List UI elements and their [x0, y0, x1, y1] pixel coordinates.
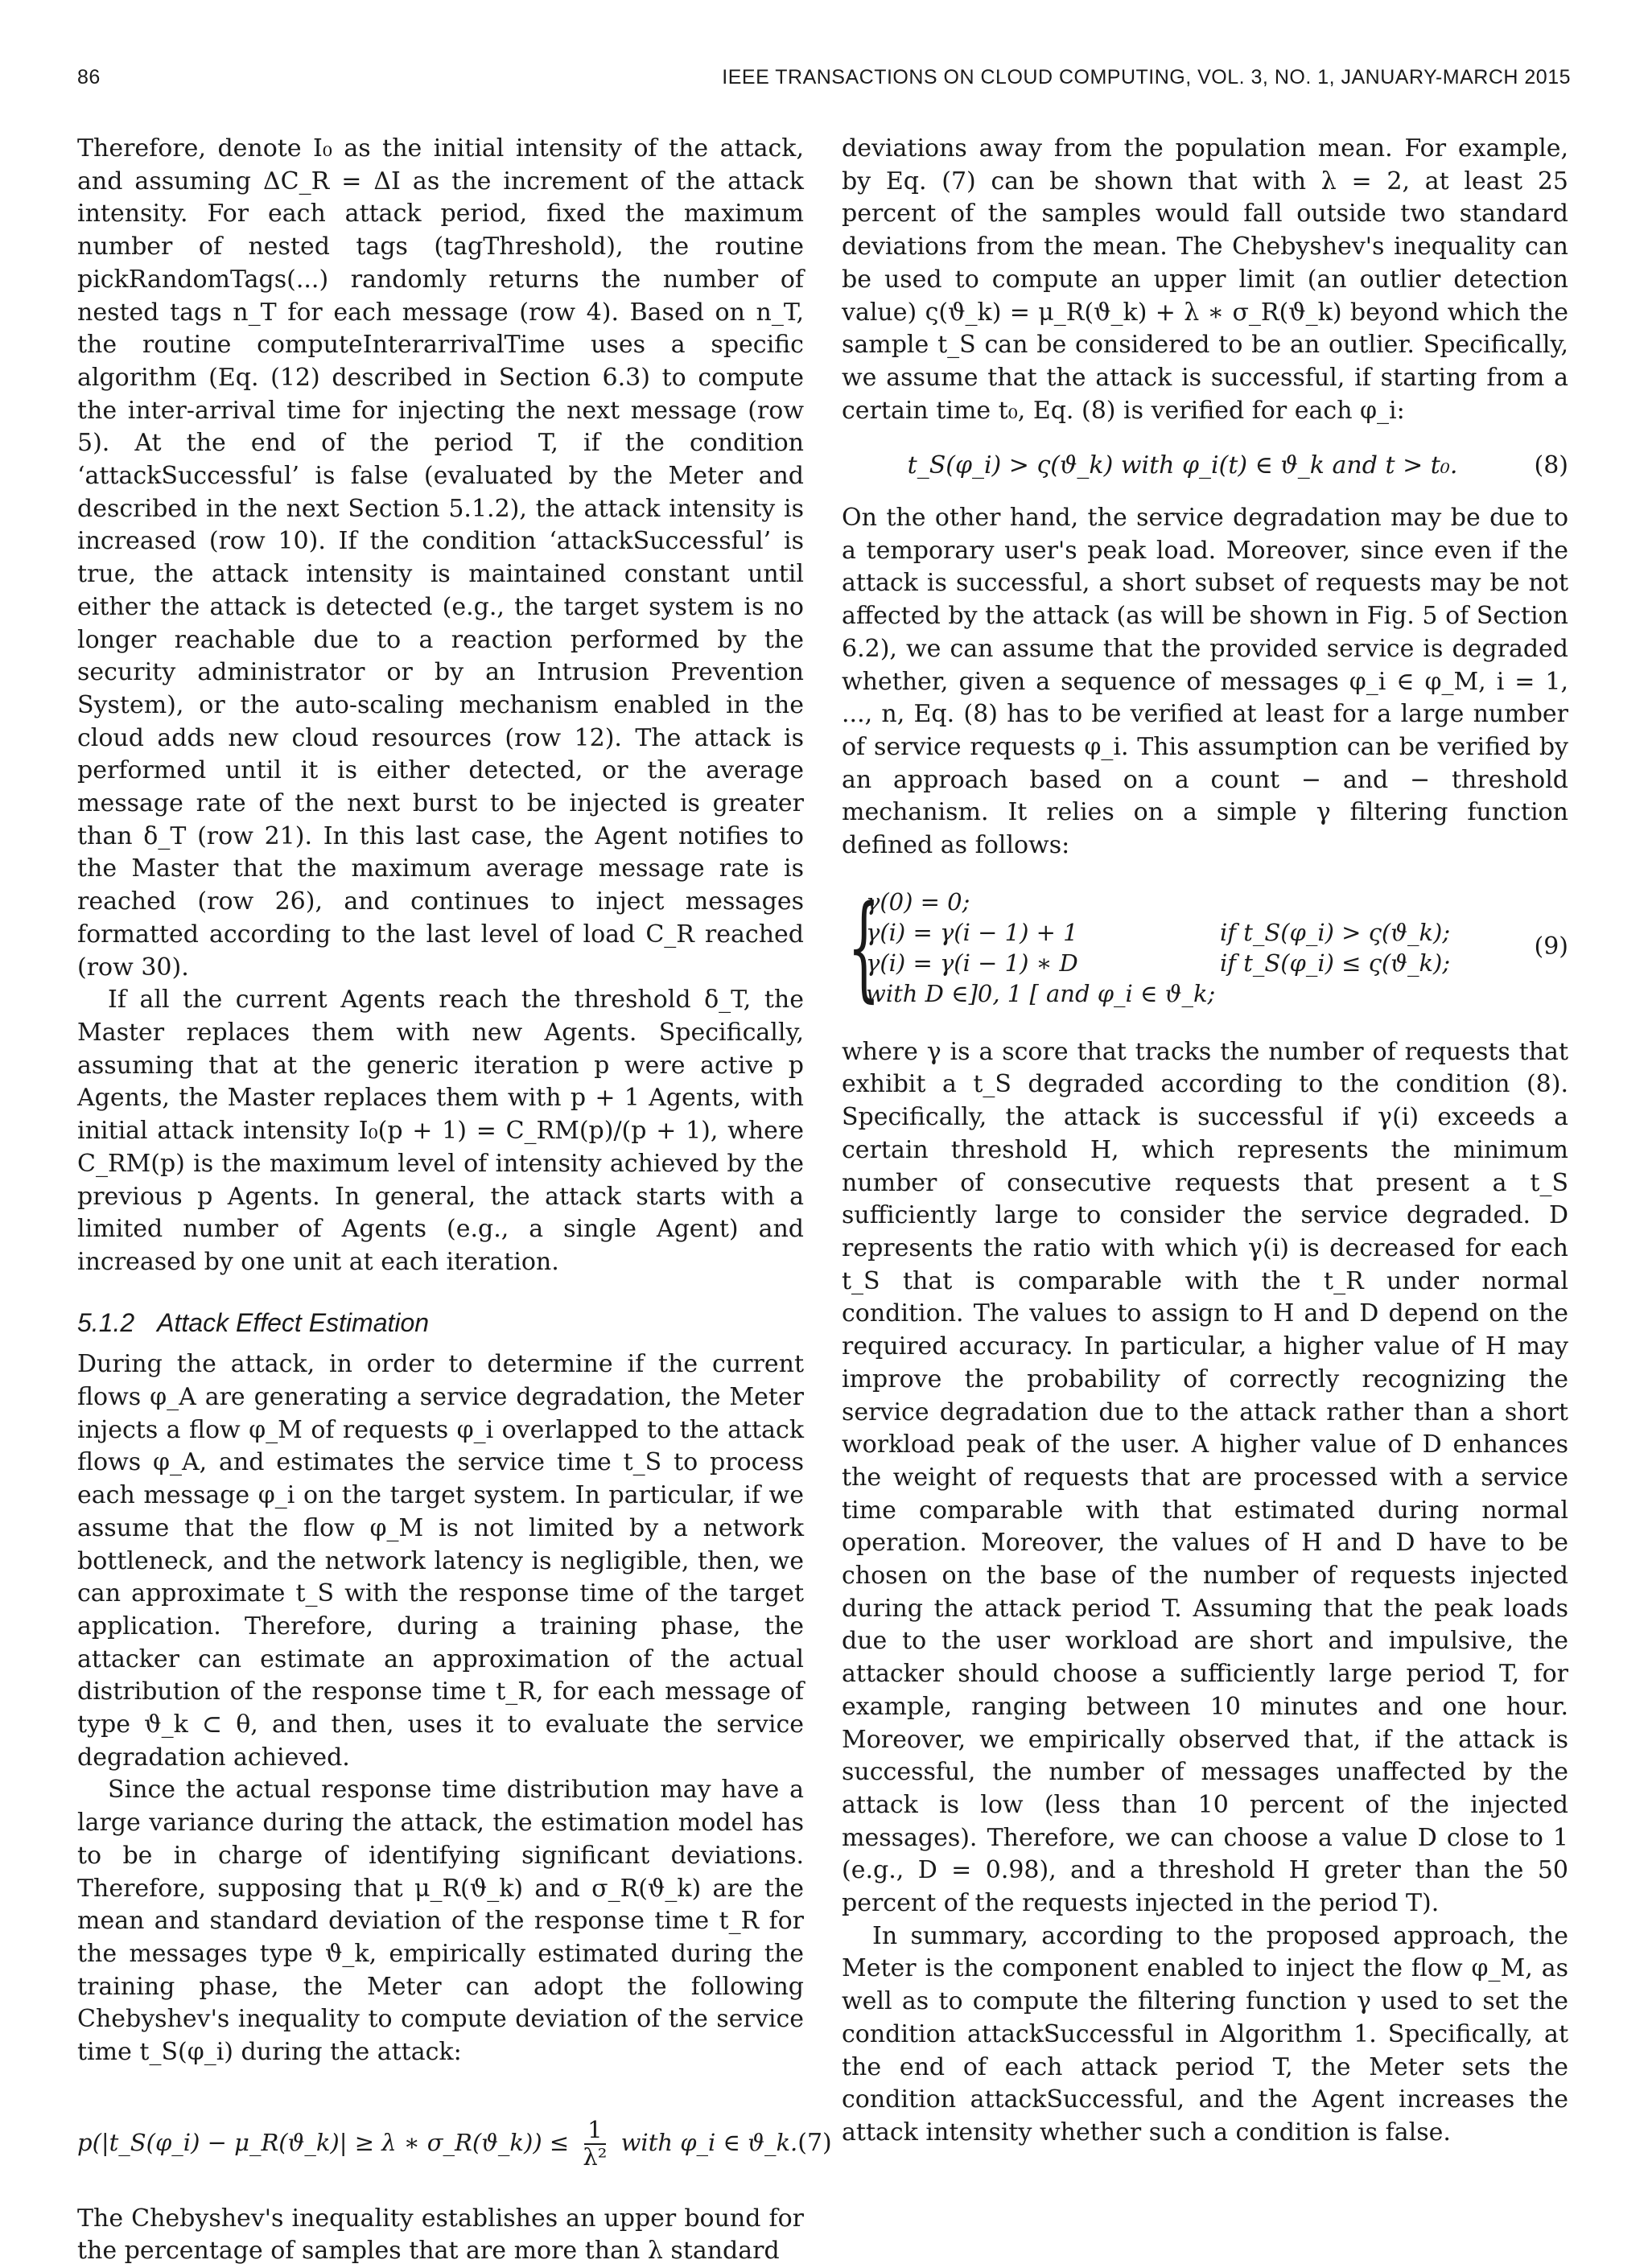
paragraph: The Chebyshev's inequality establishes an upper bound for the percentage of samples that are more than λ standard — [77, 2204, 804, 2266]
eq7-denominator: λ² — [583, 2142, 608, 2171]
eq9-case: with D ∈]0, 1 [ and φ_i ∈ ϑ_k; — [866, 979, 1216, 1007]
right-column — [842, 133, 1568, 2150]
eq7-numerator: 1 — [584, 2118, 605, 2145]
paragraph: deviations away from the population mean. For example, by Eq. (7) can be shown that with λ = 2, at least 25 percent of the samples would fall outside two standard deviations from the mean. The Chebyshev's inequality can be used to compute an upper limit (an outlier detection value) ς(ϑ_k) = μ_R(ϑ_k) + λ ∗ σ_R(ϑ_k) beyond which the sample t_S can be considered to be an outlier. Specifically, we assume that the attack is successful, if starting from a certain time t₀, Eq. (8) is verified for each φ_i: — [842, 134, 1568, 425]
eq9-case: γ(i) = γ(i − 1) + 1 if t_S(φ_i) > ς(ϑ_k); — [866, 918, 1451, 946]
section-number: 5.1.2 — [77, 1307, 135, 1337]
equation-number: (9) — [1534, 932, 1568, 961]
eq9-case: γ(i) = γ(i − 1) ∗ D if t_S(φ_i) ≤ ς(ϑ_k); — [866, 949, 1451, 977]
eq7-rhs: with φ_i ∈ ϑ_k. — [620, 2128, 798, 2156]
equation-9 — [842, 880, 1568, 1014]
eq7-lhs: p(|t_S(φ_i) − μ_R(ϑ_k)| ≥ λ ∗ σ_R(ϑ_k)) ≤ — [77, 2128, 570, 2156]
eq8-body: t_S(φ_i) > ς(ϑ_k) with φ_i(t) ∈ ϑ_k and t > t₀. — [907, 451, 1458, 480]
paragraph: where γ is a score that tracks the number of requests that exhibit a t_S degraded according to the condition (8). Specifically, the attack is successful if γ(i) exceeds a certain threshold H, which represents the minimum number of consecutive requests that present a t_S sufficiently large to consider the service degraded. D represents the ratio with which γ(i) is decreased for each t_S that is comparable with the t_R under normal condition. The values to assign to H and D depend on the required accuracy. In particular, a higher value of H may improve the probability of correctly recognizing the service degradation due to the attack rather than a short workload peak of the user. A higher value of D enhances the weight of requests that are processed with a service time comparable with that estimated during normal operation. Moreover, the values of H and D have to be chosen on the base of the number of requests injected during the attack period T. Assuming that the peak loads due to the user workload are short and impulsive, the attacker should choose a sufficiently large period T, for example, ranging between 10 minutes and one hour. Moreover, we empirically observed that, if the attack is successful, the number of messages unaffected by the attack is low (less than 10 percent of the injected messages). Therefore, we can choose a value D close to 1 (e.g., D = 0.98), and a threshold H greter than the 50 percent of the requests injected in the period T). — [842, 1037, 1568, 1918]
paragraph: On the other hand, the service degradation may be due to a temporary user's peak load. Moreover, since even if the attack is successful, a short subset of requests may be not affected by the attack (as will be shown in Fig. 5 of Section 6.2), we can assume that the provided service is degraded whether, given a sequence of messages φ_i ∈ φ_M, i = 1, ..., n, Eq. (8) has to be verified at least for a large number of service requests φ_i. This assumption can be verified by an approach based on a count − and − threshold mechanism. It relies on a simple γ filtering function defined as follows: — [842, 504, 1568, 860]
paragraph: If all the current Agents reach the threshold δ_T, the Master replaces them with new Agents. Specifically, assuming that at the generic iteration p were active p Agents, the Master replaces them with p + 1 Agents, with initial attack intensity I₀(p + 1) = C_RM(p)/(p + 1), where C_RM(p) is the maximum level of intensity achieved by the previous p Agents. In general, the attack starts with a limited number of Agents (e.g., a single Agent) and increased by one unit at each iteration. — [77, 986, 804, 1276]
eq7-fraction — [579, 2115, 610, 2171]
equation-8 — [842, 450, 1568, 483]
equation-number: (7) — [797, 2129, 832, 2158]
paragraph: During the attack, in order to determine if the current flows φ_A are generating a service degradation, the Meter injects a flow φ_M of requests φ_i overlapped to the attack flows φ_A, and estimates the service time t_S to process each message φ_i on the target system. In particular, if we assume that the flow φ_M is not limited by a network bottleneck, and the network latency is negligible, then, we can approximate t_S with the response time of the target application. Therefore, during a training phase, the attacker can estimate an approximation of the actual distribution of the response time t_R, for each message of type ϑ_k ⊂ θ, and then, uses it to evaluate the service degradation achieved. — [77, 1350, 804, 1772]
paragraph: Therefore, denote I₀ as the initial intensity of the attack, and assuming ΔC_R = ΔI as the increment of the attack intensity. For each attack period, fixed the maximum number of nested tags (tagThreshold), the routine pickRandomTags(...) randomly returns the number of nested tags n_T for each message (row 4). Based on n_T, the routine computeInterarrivalTime uses a specific algorithm (Eq. (12) described in Section 6.3) to compute the inter-arrival time for injecting the next message (row 5). At the end of the period T, if the condition ‘attackSuccessful’ is false (evaluated by the Meter and described in the next Section 5.1.2), the attack intensity is increased (row 10). If the condition ‘attackSuccessful’ is true, the attack intensity is maintained constant until either the attack is detected (e.g., the target system is no longer reachable due to a reaction performed by the security administrator or by an Intrusion Prevention System), or the auto-scaling mechanism enabled in the cloud adds new cloud resources (row 12). The attack is performed until it is either detected, or the average message rate of the next burst to be injected is greater than δ_T (row 21). In this last case, the Agent notifies to the Master that the maximum average message rate is reached (row 26), and continues to inject messages formatted according to the last level of load C_R reached (row 30). — [77, 134, 804, 982]
paragraph: In summary, according to the proposed approach, the Meter is the component enabled to inject the flow φ_M, as well as to compute the filtering function γ used to set the condition attackSuccessful in Algorithm 1. Specifically, at the end of each attack period T, the Meter sets the condition attackSuccessful, and the Agent increases the attack intensity whether such a condition is false. — [842, 1921, 1568, 2147]
left-column — [77, 133, 832, 2268]
equation-7 — [77, 2115, 832, 2171]
section-title: Attack Effect Estimation — [157, 1307, 430, 1337]
paragraph: Since the actual response time distribution may have a large variance during the attack, the estimation model has to be in charge of identifying significant deviations. Therefore, supposing that μ_R(ϑ_k) and σ_R(ϑ_k) are the mean and standard deviation of the response time t_R for the messages type ϑ_k, empirically estimated during the training phase, the Meter can adopt the following Chebyshev's inequality to compute deviation of the service time t_S(φ_i) during the attack: — [77, 1776, 804, 2067]
eq9-case: γ(0) = 0; — [866, 887, 970, 916]
eq9-cases — [866, 887, 1523, 1009]
page-number: 86 — [77, 66, 101, 88]
left-brace: { — [847, 880, 880, 1014]
running-head: IEEE TRANSACTIONS ON CLOUD COMPUTING, VOL. 3, NO. 1, JANUARY-MARCH 2015 — [722, 66, 1571, 88]
equation-number: (8) — [1534, 451, 1568, 480]
section-heading — [77, 1307, 804, 1340]
